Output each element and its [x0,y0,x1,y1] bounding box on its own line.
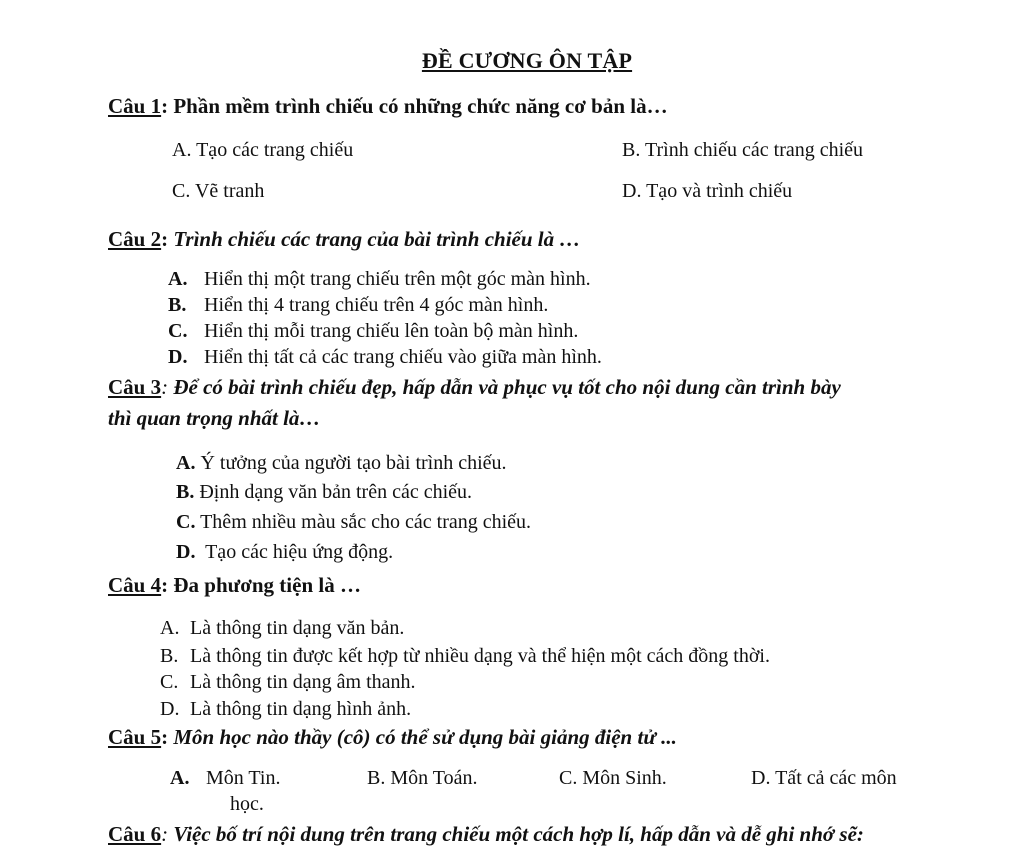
question-text: Trình chiếu các trang của bài trình chiếu là … [173,227,581,251]
question-5: Câu 5: Môn học nào thầy (cô) có thể sử dụng bài giảng điện tử ... [108,725,677,749]
question-5-option-d: D. Tất cả các môn [751,767,897,789]
question-label: Câu 2 [108,227,162,251]
question-1: Câu 1: Phần mềm trình chiếu có những chức năng cơ bản là… [108,94,668,118]
question-4: Câu 4: Đa phương tiện là … [108,573,361,597]
question-4-option-a: A. Là thông tin dạng văn bản. [160,617,405,639]
question-3-option-a: A. Ý tưởng của người tạo bài trình chiếu. [176,452,507,474]
question-3-option-b: B. Định dạng văn bản trên các chiếu. [176,481,473,503]
question-1-option-b: B. Trình chiếu các trang chiếu [622,139,864,161]
question-label: Câu 4 [108,573,162,597]
question-2-option-a: A. Hiển thị một trang chiếu trên một góc màn hình. [168,268,591,290]
question-1-option-d: D. Tạo và trình chiếu [622,180,793,202]
question-3-line-2 [108,406,320,431]
question-text-line-1: Để có bài trình chiếu đẹp, hấp dẫn và phục vụ tốt cho nội dung cần trình bày [173,375,841,399]
question-text: Việc bố trí nội dung trên trang chiếu một cách hợp lí, hấp dẫn và dễ ghi nhớ sẽ: [173,822,864,846]
question-label: Câu 1 [108,94,162,118]
question-5-option-d-wrap: học. [230,793,264,815]
question-3: Câu 3: Để có bài trình chiếu đẹp, hấp dẫn và phục vụ tốt cho nội dung cần trình bày [108,375,841,399]
question-2-option-b: B. Hiển thị 4 trang chiếu trên 4 góc màn hình. [168,294,549,316]
question-1-option-a: A. Tạo các trang chiếu [172,139,354,161]
question-4-option-c: C. Là thông tin dạng âm thanh. [160,671,416,693]
question-label: Câu 3 [108,375,162,399]
question-3-option-d: D. Tạo các hiệu ứng động. [176,541,394,563]
question-text-line-2: thì quan trọng nhất là… [108,406,321,430]
question-2: Câu 2: Trình chiếu các trang của bài trình chiếu là … [108,227,581,251]
document-title: ĐỀ CƯƠNG ÔN TẬP [421,48,633,73]
question-label: Câu 5 [108,725,162,749]
question-2-option-d: D. Hiển thị tất cả các trang chiếu vào giữa màn hình. [168,346,602,368]
question-5-option-a: A. Môn Tin. [170,767,281,789]
question-4-option-d: D. Là thông tin dạng hình ảnh. [160,698,412,720]
question-5-option-c: C. Môn Sinh. [559,767,667,789]
question-text: Môn học nào thầy (cô) có thể sử dụng bài giảng điện tử ... [173,725,677,749]
question-4-option-b: B. Là thông tin được kết hợp từ nhiều dạng và thể hiện một cách đồng thời. [160,645,770,667]
question-text: Phần mềm trình chiếu có những chức năng cơ bản là… [173,94,668,118]
question-3-option-c: C. Thêm nhiều màu sắc cho các trang chiếu. [176,511,532,533]
question-6: Câu 6: Việc bố trí nội dung trên trang chiếu một cách hợp lí, hấp dẫn và dễ ghi nhớ sẽ: [108,822,864,846]
question-5-option-b: B. Môn Toán. [367,767,478,789]
question-label: Câu 6 [108,822,162,846]
question-text: Đa phương tiện là … [173,573,361,597]
question-1-option-c: C. Vẽ tranh [172,180,265,202]
question-2-option-c: C. Hiển thị mỗi trang chiếu lên toàn bộ màn hình. [168,320,579,342]
